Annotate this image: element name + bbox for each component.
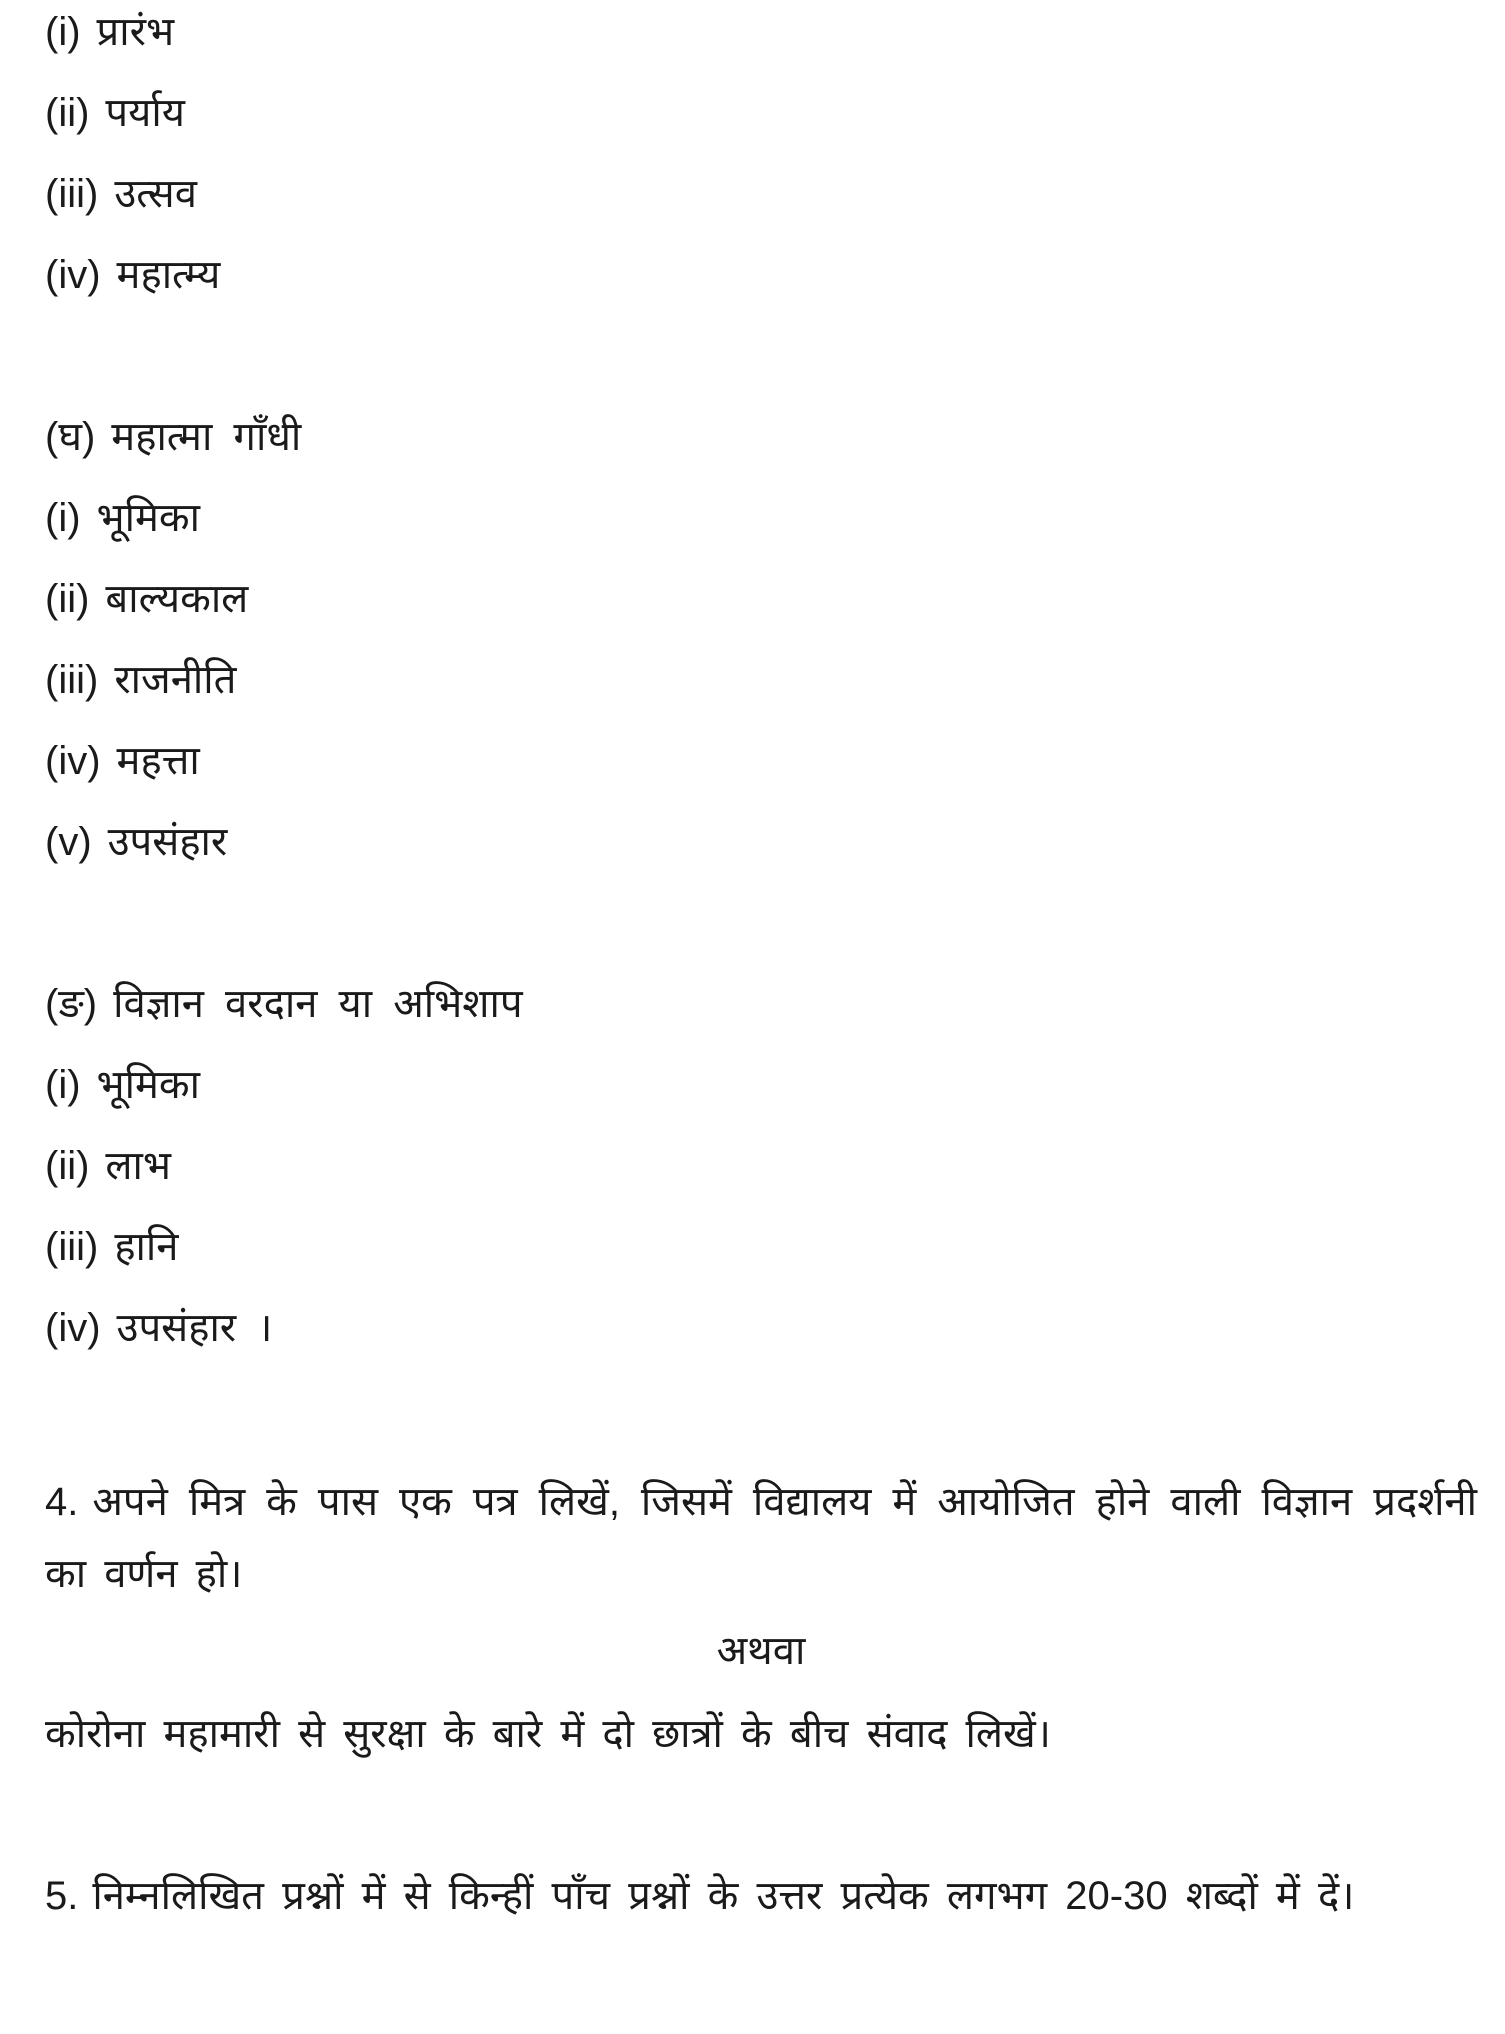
outline-item — [45, 1059, 1477, 1111]
question-4-number: 4. — [45, 1480, 79, 1524]
item-label: बाल्यकाल — [105, 577, 249, 621]
item-marker: (v) — [45, 820, 92, 864]
item-marker: (ii) — [45, 1144, 90, 1188]
item-label: प्रारंभ — [96, 10, 175, 54]
question-4 — [45, 1466, 1477, 1610]
item-marker: (ii) — [45, 577, 90, 621]
item-label: उपसंहार — [107, 820, 228, 864]
outline-item — [45, 249, 1477, 301]
outline-item — [45, 87, 1477, 139]
item-label: पर्याय — [105, 91, 185, 135]
item-marker: (i) — [45, 496, 81, 540]
question-4-alternative: कोरोना महामारी से सुरक्षा के बारे में दो छात्रों के बीच संवाद लिखें। — [45, 1712, 1051, 1756]
section-heading-nga — [45, 978, 1477, 1030]
item-marker: (iii) — [45, 658, 99, 702]
question-4-text: अपने मित्र के पास एक पत्र लिखें, जिसमें विद्यालय में आयोजित होने वाली विज्ञान प्रदर्शनी का वर्णन हो। — [45, 1480, 1477, 1596]
heading-title: विज्ञान वरदान या अभिशाप — [113, 982, 523, 1026]
item-label: महात्म्य — [116, 253, 221, 297]
item-label: राजनीति — [114, 658, 237, 702]
item-label: भूमिका — [96, 1063, 201, 1107]
heading-title: महात्मा गाँधी — [111, 415, 302, 459]
outline-item — [45, 573, 1477, 625]
item-label: उत्सव — [114, 172, 197, 216]
heading-marker: (ङ) — [45, 982, 98, 1026]
item-label: लाभ — [105, 1144, 172, 1188]
item-label: महत्ता — [116, 739, 200, 783]
item-marker: (i) — [45, 10, 81, 54]
item-label: हानि — [114, 1225, 179, 1269]
or-separator: अथवा — [716, 1629, 806, 1673]
outline-item — [45, 1221, 1477, 1273]
outline-item — [45, 1140, 1477, 1192]
outline-item — [45, 816, 1477, 868]
outline-item — [45, 492, 1477, 544]
item-marker: (iv) — [45, 1306, 101, 1350]
item-label: भूमिका — [96, 496, 201, 540]
outline-item — [45, 654, 1477, 706]
section-heading-gha — [45, 411, 1477, 463]
item-marker: (i) — [45, 1063, 81, 1107]
item-marker: (iii) — [45, 172, 99, 216]
outline-item — [45, 168, 1477, 220]
outline-item — [45, 6, 1477, 58]
item-marker: (iii) — [45, 1225, 99, 1269]
item-label: उपसंहार । — [116, 1306, 273, 1350]
item-marker: (iv) — [45, 739, 101, 783]
question-5-number: 5. — [45, 1874, 79, 1918]
question-5-text: निम्नलिखित प्रश्नों में से किन्हीं पाँच प्रश्नों के उत्तर प्रत्येक लगभग 20-30 शब्दों में दें। — [92, 1874, 1355, 1918]
heading-marker: (घ) — [45, 415, 96, 459]
outline-item — [45, 1302, 1477, 1354]
outline-item — [45, 735, 1477, 787]
question-5 — [45, 1860, 1477, 1932]
item-marker: (iv) — [45, 253, 101, 297]
item-marker: (ii) — [45, 91, 90, 135]
